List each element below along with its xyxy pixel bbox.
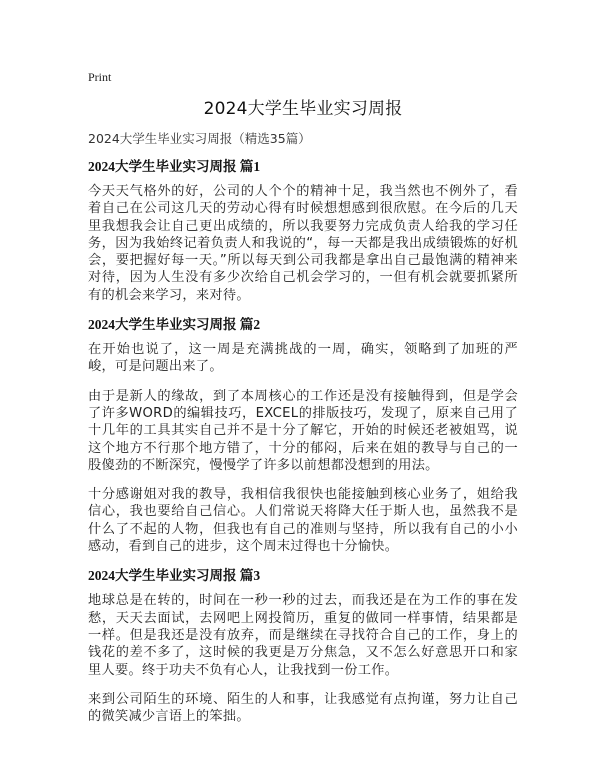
paragraph: 由于是新人的缘故，到了本周核心的工作还是没有接触得到，但是学会了许多WORD的编辑技巧，EXCEL的排版技巧，发现了，原来自己用了十几年的工具其实自己并不是十分了解它，开始的时候还老被姐骂，说这个地方不行那个地方错了，十分的郁闷，后来在姐的教导与自己的一股傻劲的不断深究，慢慢学了许多以前想都没想到的用法。 [88, 388, 518, 473]
print-label: Print [88, 70, 112, 84]
section-heading: 2024大学生毕业实习周报 篇3 [88, 568, 261, 584]
section-heading: 2024大学生毕业实习周报 篇2 [88, 317, 261, 333]
document-subtitle: 2024大学生毕业实习周报（精选35篇） [88, 131, 311, 146]
section-3 [88, 567, 518, 725]
section-2 [88, 316, 518, 555]
paragraph: 来到公司陌生的环境、陌生的人和事，让我感觉有点拘谨，努力让自己的微笑减少言语上的笨拙。 [88, 691, 518, 725]
document-title: 2024大学生毕业实习周报 [203, 99, 403, 119]
paragraph: 十分感谢姐对我的教导，我相信我很快也能接触到核心业务了，姐给我信心，我也要给自己信心。人们常说天将降大任于斯人也，虽然我不是什么了不起的人物，但我也有自己的准则与坚持，所以我有自己的小小感动，看到自己的进步，这个周末过得也十分愉快。 [88, 487, 518, 555]
paragraph: 地球总是在转的，时间在一秒一秒的过去，而我还是在为工作的事在发愁，天天去面试，去网吧上网投简历，重复的做同一样事情，结果都是一样。但是我还是没有放弃，而是继续在寻找符合自己的工作，身上的钱花的差不多了，这时候的我更是万分焦急，又不怎么好意思开口和家里人要。终于功夫不负有心人，让我找到一份工作。 [88, 593, 518, 678]
section-1 [88, 158, 518, 304]
document-body [88, 158, 518, 737]
paragraph: 在开始也说了，这一周是充满挑战的一周，确实，领略到了加班的严峻，可是问题出来了。 [88, 342, 518, 375]
section-heading: 2024大学生毕业实习周报 篇1 [88, 159, 261, 174]
paragraph: 今天天气格外的好，公司的人个个的精神十足，我当然也不例外了，看着自己在公司这几天的劳动心得有时候想想感到很欣慰。在今后的几天里我想我会让自己更出成绩的，所以我要努力完成负责人给我的学习任务，因为我始终记着负责人和我说的“，每一天都是我出成绩锻炼的好机会，要把握好每一天。”所以每天到公司我都是拿出自己最饱满的精神来对待，因为人生没有多少次给自己机会学习的，一但有机会就要抓紧所有的机会来学习，来对待。 [88, 184, 518, 303]
